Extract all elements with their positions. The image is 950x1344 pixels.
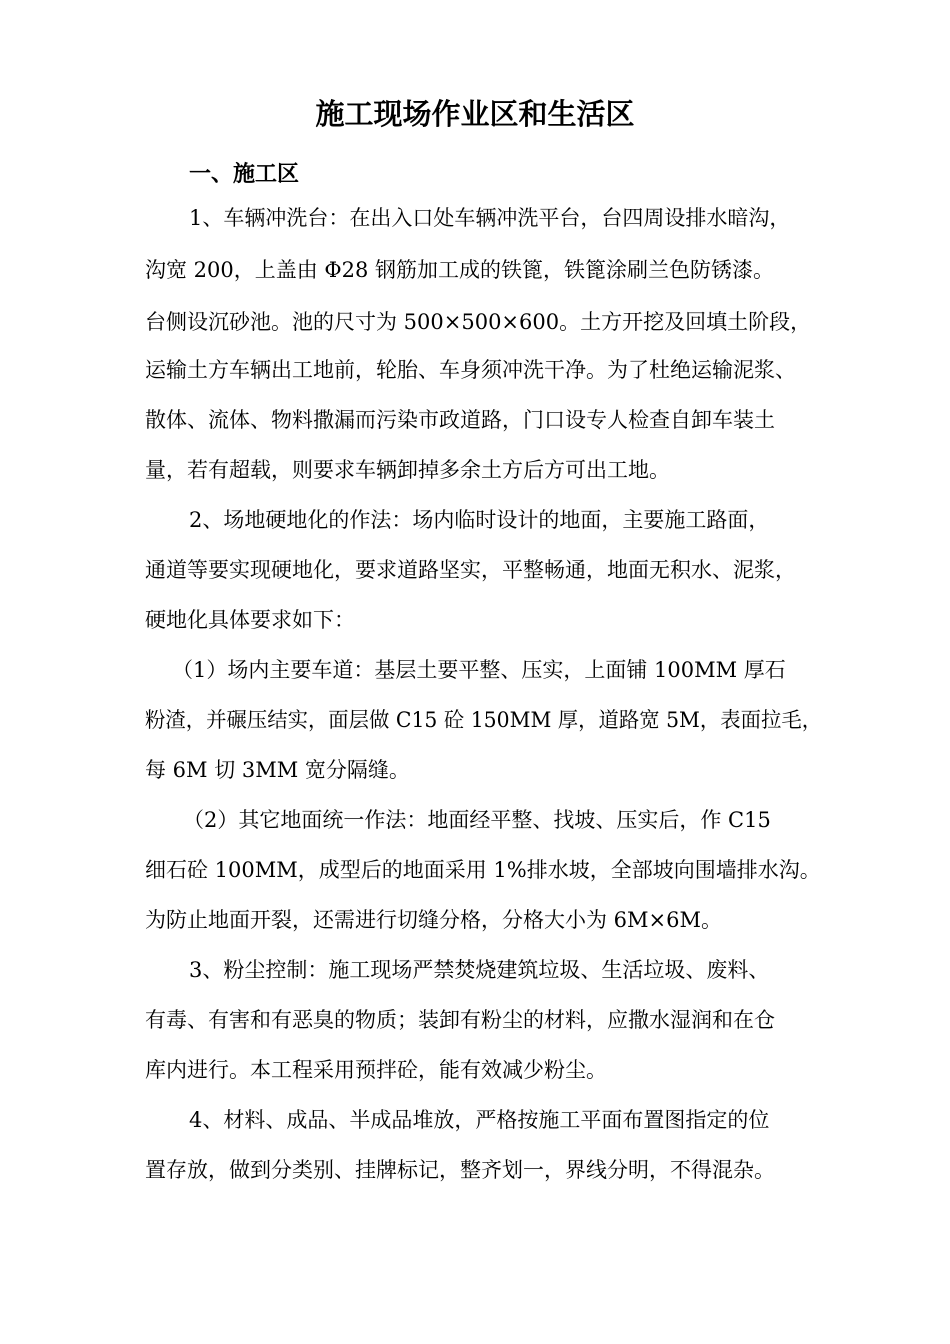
paragraph-line: 硬地化具体要求如下： (145, 608, 355, 632)
paragraph-line: 运输土方车辆出工地前，轮胎、车身须冲洗干净。为了杜绝运输泥浆、 (145, 358, 796, 382)
paragraph-line: 1、车辆冲洗台：在出入口处车辆冲洗平台，台四周设排水暗沟， (189, 206, 791, 230)
paragraph-line: 粉渣，并碾压结实，面层做 C15 砼 150MM 厚，道路宽 5M，表面拉毛， (145, 708, 823, 732)
paragraph-line: 细石砼 100MM，成型后的地面采用 1%排水坡，全部坡向围墙排水沟。 (145, 858, 821, 882)
paragraph-line: 置存放，做到分类别、挂牌标记，整齐划一，界线分明，不得混杂。 (145, 1158, 775, 1182)
paragraph-line: 台侧设沉砂池。池的尺寸为 500×500×600。土方开挖及回填土阶段， (145, 310, 812, 334)
paragraph-line: 为防止地面开裂，还需进行切缝分格，分格大小为 6M×6M。 (145, 908, 722, 932)
paragraph-line: 每 6M 切 3MM 宽分隔缝。 (145, 758, 410, 782)
paragraph-line: 通道等要实现硬地化，要求道路坚实，平整畅通，地面无积水、泥浆， (145, 558, 796, 582)
paragraph-line: 有毒、有害和有恶臭的物质；装卸有粉尘的材料，应撒水湿润和在仓 (145, 1008, 775, 1032)
paragraph-line: 散体、流体、物料撒漏而污染市政道路，门口设专人检查自卸车装土 (145, 408, 775, 432)
paragraph-line: 4、材料、成品、半成品堆放，严格按施工平面布置图指定的位 (189, 1108, 770, 1132)
paragraph-line: （1）场内主要车道：基层土要平整、压实，上面铺 100MM 厚石 (172, 658, 786, 682)
paragraph-line: 库内进行。本工程采用预拌砼，能有效减少粉尘。 (145, 1058, 607, 1082)
paragraph-line: 量，若有超载，则要求车辆卸掉多余土方后方可出工地。 (145, 458, 670, 482)
paragraph-line: 3、粉尘控制：施工现场严禁焚烧建筑垃圾、生活垃圾、废料、 (189, 958, 770, 982)
paragraph-line: 沟宽 200，上盖由 Φ28 钢筋加工成的铁篦，铁篦涂刷兰色防锈漆。 (145, 258, 775, 282)
paragraph-line: （2）其它地面统一作法：地面经平整、找坡、压实后，作 C15 (183, 808, 771, 832)
section-heading: 一、施工区 (189, 161, 300, 187)
page-title: 施工现场作业区和生活区 (315, 97, 635, 131)
paragraph-line: 2、场地硬地化的作法：场内临时设计的地面，主要施工路面， (189, 508, 770, 532)
